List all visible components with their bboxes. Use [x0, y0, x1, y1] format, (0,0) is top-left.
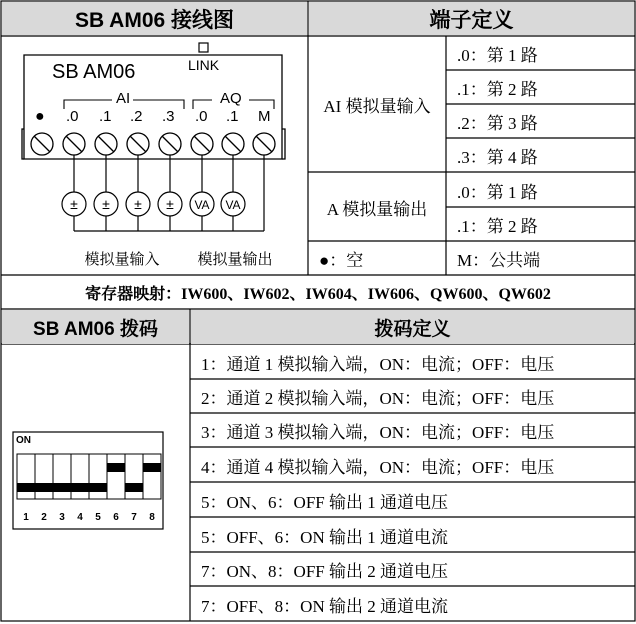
terminal-ai0-label: .0 — [66, 108, 79, 125]
ai-row-3: .3：第 4 路 — [457, 148, 538, 167]
dip-number-7: 7 — [131, 512, 137, 523]
terminal-def-title: 端子定义 — [309, 2, 634, 35]
actuator-out-2-icon: VA — [225, 198, 241, 212]
dip-number-4: 4 — [77, 512, 83, 523]
sensor-in-4-icon: ± — [166, 196, 174, 212]
dip-def-row-6: 5：OFF、6：ON 输出 1 通道电流 — [201, 527, 448, 547]
dip-lever-8 — [143, 463, 161, 472]
dip-def-row-2: 2：通道 2 模拟输入端，ON：电流；OFF：电压 — [201, 389, 555, 408]
dip-slot-3 — [53, 454, 71, 499]
dip-def-row-4: 4：通道 4 模拟输入端，ON：电流；OFF：电压 — [201, 457, 555, 477]
dip-number-5: 5 — [95, 512, 101, 523]
analog-input-label: 模拟量输入 — [84, 251, 160, 268]
dip-def-row-3: 3：通道 3 模拟输入端，ON：电流；OFF：电压 — [201, 423, 555, 442]
aq-group-label: A 模拟量输出 — [326, 199, 428, 219]
dip-title: SB AM06 拨码 — [2, 310, 189, 344]
dip-lever-6 — [107, 463, 125, 472]
terminal-aq1-label: .1 — [226, 108, 239, 125]
terminal-dot-label: ● — [35, 108, 45, 125]
aq-row-1: .1：第 2 路 — [457, 217, 538, 236]
dip-lever-3 — [53, 483, 71, 492]
ai-row-2: .2：第 3 路 — [457, 114, 538, 133]
terminal-ai2-label: .2 — [130, 108, 143, 125]
sensor-in-2-icon: ± — [102, 196, 110, 212]
group-aq-label: AQ — [220, 90, 242, 107]
dip-slots — [17, 454, 161, 499]
m-terminal-def: M：公共端 — [457, 251, 541, 270]
analog-output-label: 模拟量输出 — [197, 251, 273, 268]
link-led-icon — [199, 43, 208, 52]
dip-number-8: 8 — [149, 512, 155, 523]
dip-slot-7 — [125, 454, 143, 499]
sensor-symbols — [62, 192, 245, 216]
link-label: LINK — [188, 57, 220, 73]
terminal-screws — [31, 133, 275, 155]
dip-lever-7 — [125, 483, 143, 492]
dip-def-title: 拨码定义 — [191, 310, 634, 344]
dip-slot-8 — [143, 454, 161, 499]
wiring-diagram — [2, 37, 307, 274]
dip-def-row-5: 5：ON、6：OFF 输出 1 通道电压 — [201, 492, 448, 512]
sensor-in-3-icon: ± — [134, 196, 142, 212]
dip-number-6: 6 — [113, 512, 119, 523]
dip-def-row-8: 7：OFF、8：ON 输出 2 通道电流 — [201, 596, 448, 616]
dip-slot-6 — [107, 454, 125, 499]
dip-lever-1 — [17, 483, 35, 492]
register-map: 寄存器映射：IW600、IW602、IW604、IW606、QW600、QW602 — [85, 286, 551, 303]
dip-lever-2 — [35, 483, 53, 492]
dip-slot-4 — [71, 454, 89, 499]
dip-number-1: 1 — [23, 512, 29, 523]
ai-row-1: .1：第 2 路 — [457, 80, 538, 99]
dip-slot-1 — [17, 454, 35, 499]
terminal-ai3-label: .3 — [162, 108, 175, 125]
dip-switch-diagram — [2, 345, 189, 621]
dip-def-row-1: 1：通道 1 模拟输入端，ON：电流；OFF：电压 — [201, 354, 555, 374]
dip-on-label: ON — [16, 435, 31, 446]
dip-lever-4 — [71, 483, 89, 492]
wiring-title: SB AM06 接线图 — [2, 2, 307, 35]
group-ai-label: AI — [116, 90, 131, 107]
dip-number-2: 2 — [41, 512, 47, 523]
terminal-aq0-label: .0 — [195, 108, 208, 125]
dip-def-row-7: 7：ON、8：OFF 输出 2 通道电压 — [201, 562, 448, 581]
terminal-ai1-label: .1 — [99, 108, 112, 125]
ai-row-0: .0：第 1 路 — [457, 46, 538, 65]
dip-slot-2 — [35, 454, 53, 499]
ai-group-label: AI 模拟量输入 — [323, 97, 431, 116]
aq-row-0: .0：第 1 路 — [457, 182, 538, 202]
dip-slot-5 — [89, 454, 107, 499]
dot-terminal-def: ●：空 — [319, 251, 364, 270]
sensor-in-1-icon: ± — [70, 196, 78, 212]
terminal-m-label: M — [258, 108, 271, 125]
dip-lever-5 — [89, 483, 107, 492]
module-label: SB AM06 — [52, 61, 136, 83]
dip-number-3: 3 — [59, 512, 65, 523]
actuator-out-1-icon: VA — [194, 198, 210, 212]
